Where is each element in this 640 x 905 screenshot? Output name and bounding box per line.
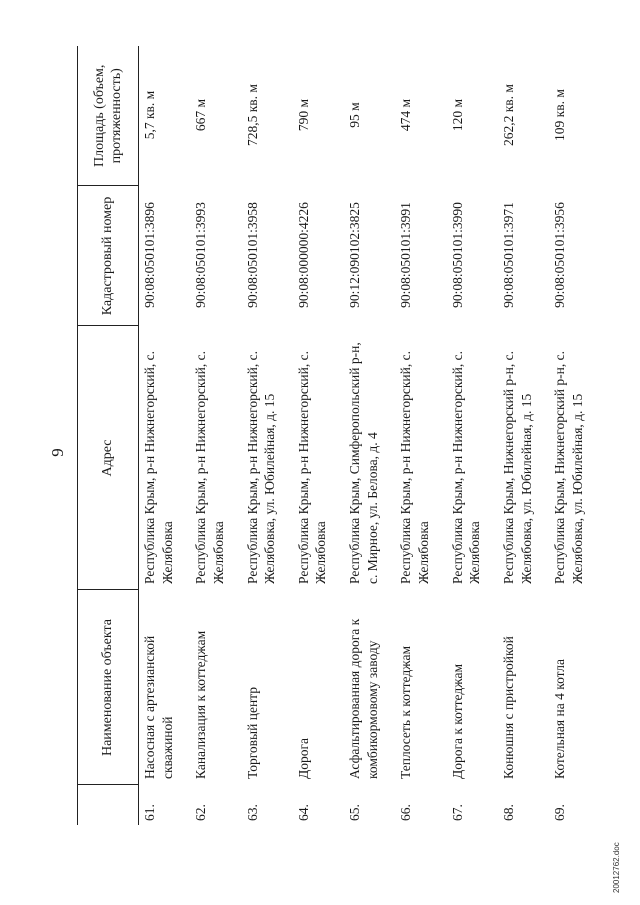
table-row bbox=[498, 46, 549, 825]
object-area: 120 м bbox=[449, 98, 465, 132]
table-row bbox=[395, 46, 446, 825]
object-name: Асфальтированная дорога к комбикормовому заводу bbox=[347, 618, 380, 779]
object-area: 474 м bbox=[398, 98, 414, 132]
cadastral-number: 90:08:050101:3956 bbox=[552, 202, 568, 308]
object-area: 5,7 кв. м bbox=[142, 90, 157, 140]
row-number: 66. bbox=[398, 804, 414, 821]
file-footer: 20012762.doc bbox=[612, 842, 621, 893]
object-address: Республика Крым, р-н Нижнегорский, с. Желябовка bbox=[193, 351, 226, 584]
object-name: Дорога к коттеджам bbox=[449, 663, 465, 779]
table-header-row bbox=[78, 46, 139, 825]
object-area: 95 м bbox=[347, 102, 363, 128]
object-address: Республика Крым, р-н Нижнегорский, с. Желябовка bbox=[295, 351, 329, 584]
row-number: 61. bbox=[142, 804, 157, 821]
object-area: 262,2 кв. м bbox=[501, 84, 517, 146]
object-name: Теплосеть к коттеджам bbox=[398, 645, 414, 779]
object-name: Котельная на 4 котла bbox=[552, 659, 568, 779]
object-address: Республика Крым, Симферопольский р-н, с. Мирное, ул. Белова, д. 4 bbox=[347, 342, 380, 584]
cadastral-number: 90:08:050101:3971 bbox=[501, 202, 517, 308]
object-name: Насосная с артезианской скважиной bbox=[142, 635, 175, 779]
header-cadastral: Кадастровый номер bbox=[78, 186, 139, 326]
table-row bbox=[293, 46, 344, 825]
object-name: Конюшня с пристройкой bbox=[501, 636, 517, 779]
header-area: Площадь (объем, протяженность) bbox=[78, 46, 139, 186]
cadastral-number: 90:08:050101:3896 bbox=[142, 202, 157, 308]
row-number: 65. bbox=[347, 804, 363, 821]
object-area: 728,5 кв. м bbox=[244, 84, 260, 146]
row-number: 62. bbox=[193, 804, 209, 821]
object-area: 109 кв. м bbox=[552, 89, 568, 141]
table-row bbox=[242, 46, 293, 825]
cadastral-number: 90:08:000000:4226 bbox=[295, 202, 311, 308]
object-address: Республика Крым, р-н Нижнегорский, с. Желябовка bbox=[142, 351, 175, 584]
cadastral-number: 90:08:050101:3993 bbox=[193, 202, 209, 308]
table-row bbox=[344, 46, 395, 825]
property-table bbox=[77, 46, 601, 825]
object-area: 790 м bbox=[295, 98, 311, 132]
table-row bbox=[190, 46, 241, 825]
table-row bbox=[549, 46, 600, 825]
cadastral-number: 90:12:090102:3825 bbox=[347, 202, 363, 308]
row-number: 63. bbox=[244, 804, 260, 821]
row-number: 64. bbox=[295, 804, 311, 821]
table-row bbox=[447, 46, 498, 825]
header-name: Наименование объекта bbox=[78, 590, 139, 785]
row-number: 69. bbox=[552, 804, 568, 821]
object-name: Торговый центр bbox=[244, 687, 260, 779]
table-row bbox=[139, 46, 191, 825]
row-number: 67. bbox=[449, 804, 465, 821]
object-address: Республика Крым, Нижнегорский р-н, с. Желябовка, ул. Юбилейная, д. 15 bbox=[552, 351, 585, 584]
object-address: Республика Крым, Нижнегорский р-н, с. Желябовка, ул. Юбилейная, д. 15 bbox=[501, 351, 534, 584]
object-name: Дорога bbox=[295, 738, 311, 779]
cadastral-number: 90:08:050101:3991 bbox=[398, 202, 414, 308]
object-name: Канализация к коттеджам bbox=[193, 630, 209, 779]
object-address: Республика Крым, р-н Нижнегорский, с. Желябовка bbox=[449, 351, 483, 584]
page-number: 9 bbox=[48, 448, 67, 457]
header-number bbox=[78, 785, 139, 825]
object-area: 667 м bbox=[193, 98, 209, 132]
object-address: Республика Крым, р-н Нижнегорский, с. Желябовка, ул. Юбилейная, д. 15 bbox=[244, 351, 278, 584]
object-address: Республика Крым, р-н Нижнегорский, с. Желябовка bbox=[398, 351, 432, 584]
cadastral-number: 90:08:050101:3990 bbox=[449, 202, 465, 308]
header-address: Адрес bbox=[78, 326, 139, 590]
row-number: 68. bbox=[501, 804, 517, 821]
cadastral-number: 90:08:050101:3958 bbox=[244, 202, 260, 308]
